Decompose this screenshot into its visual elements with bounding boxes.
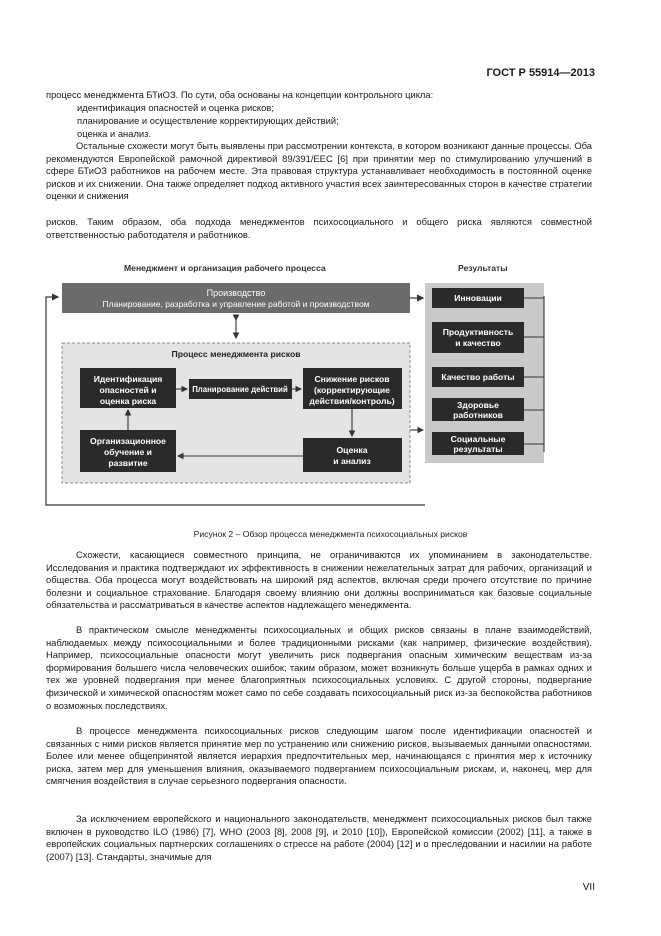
reduce-line-2: (корректирующие — [314, 385, 390, 395]
diagram-title-right: Результаты — [458, 263, 508, 273]
production-subtitle: Планирование, разработка и управление работой и производством — [102, 299, 370, 309]
production-title: Производство — [206, 288, 266, 298]
body-paragraph: В процессе менеджмента психосоциальных рисков следующим шагом после идентификации опасностей и связанных с ними рисков является принятие мер по устранению или снижению рисков, вызываемых данными опасностями. Более или менее общепринятой является иерархия предпочтительных мер, начинающаяся с принятия мер к источнику риска, затем мер для уменьшения влияния, оказываемого подверганием психосоциальным рискам, и, наконец, мер для смягчения воздействия в случае серьезного подвергания опасности. — [46, 725, 592, 787]
figure-caption: Рисунок 2 – Обзор процесса менеджмента психосоциальных рисков — [193, 529, 468, 539]
result-social-line-1: Социальные — [450, 434, 506, 444]
result-work-quality-label: Качество работы — [441, 372, 515, 382]
body-paragraph: Схожести, касающиеся совместного принципа, не ограничиваются их упоминанием в законодательстве. Исследования и практика подтверждают их эффективность в снижении нежелательных затрат для рабочих, организаций и общества. Оба процесса могут воздействовать на широкий ряд аспектов, включая среди прочего отсутствие по причине болезни и социальное страхование. Благодаря своему влиянию они должны восприниматься как базовые социальные обязательства и рассматриваться в качестве аспектов надлежащего менеджмента. — [46, 549, 592, 611]
diagram-title-left: Менеджмент и организация рабочего процесса — [124, 263, 326, 273]
reduce-box — [303, 368, 402, 409]
list-item: оценка и анализ. — [77, 128, 152, 139]
process-title: Процесс менеджмента рисков — [171, 349, 301, 359]
intro-paragraph: Остальные схожести могут быть выявлены при рассмотрении контекста, в котором возникают данные процессы. Оба рекомендуются Европейской рамочной директивой 89/391/ЕЕС [6] при принятии мер по стимулированию улучшений в сфере БТиОЗ работников на рабочем месте. Эта правовая структура устанавливает необходимость в постоянной оценке рисков и их снижении. Она также определяет подход активного участия всех заинтересованных сторон в качестве стратегии оценки и снижения — [46, 140, 592, 202]
reduce-line-1: Снижение рисков — [314, 374, 390, 384]
list-item: идентификация опасностей и оценка рисков; — [77, 102, 274, 113]
reduce-line-3: действия/контроль) — [309, 396, 395, 406]
result-health-line-1: Здоровье — [457, 400, 499, 410]
result-health-line-2: работников — [453, 410, 503, 420]
result-productivity-line-2: и качество — [455, 338, 501, 348]
identify-line-3: оценка риска — [99, 396, 157, 406]
learn-line-2: обучение и — [104, 447, 152, 457]
eval-box — [303, 438, 402, 472]
page-number: VII — [582, 882, 595, 893]
result-innovations-label: Инновации — [454, 293, 502, 303]
identify-line-2: опасностей и — [99, 385, 157, 395]
learn-box — [80, 430, 176, 472]
body-paragraph: В практическом смысле менеджменты психосоциальных и общих рисков связаны в плане взаимодействий, наблюдаемых между психосоциальными и более традиционными рисками (как например, физические воздействия). Например, психосоциальные опасности могут увеличить риск подвергания опасным химическим веществам из-за формирования большего числа человеческих ошибок; таким образом, может возникнуть больше ущерба в рамках одних и тех же уровней подвергания при менее благоприятных психосоциальных условиях. С другой стороны, подвергание физической и химической опасностям может само по себе создавать психосоциальный риск из-за беспокойства работников о возможных последствиях. — [46, 624, 592, 711]
plan-box — [189, 379, 292, 399]
plan-label: Планирование действий — [192, 385, 288, 394]
result-productivity-line-1: Продуктивность — [442, 327, 514, 337]
production-box — [62, 283, 410, 313]
learn-line-3: развитие — [108, 458, 148, 468]
body-paragraph: За исключением европейского и национального законодательств, менеджмент психосоциальных рисков был также включен в руководство ILO (1986) [7], WHO (2003 [8], 2008 [9], и 2010 [10]), Европейской комиссии (2002) [11], а также в европейских социальных партнерских соглашениях о стрессе на работе (2004) [12] и о преследовании и насилии на работе (2007) [13]. Стандарты, значимые для — [46, 813, 592, 862]
intro-first-line: процесс менеджмента БТиОЗ. По сути, оба основаны на концепции контрольного цикла: — [46, 89, 434, 100]
intro-paragraph-continued: рисков. Таким образом, оба подхода менеджментов психосоциального и общего риска являются совместной ответственностью работодателя и работников. — [46, 216, 592, 240]
learn-line-1: Организационное — [90, 436, 166, 446]
result-social-line-2: результаты — [453, 444, 503, 454]
identify-line-1: Идентификация — [93, 374, 163, 384]
eval-line-2: и анализ — [333, 456, 371, 466]
list-item: планирование и осуществление корректирующих действий; — [77, 115, 339, 126]
identify-box — [80, 368, 176, 408]
document-header: ГОСТ Р 55914—2013 — [486, 67, 595, 79]
eval-line-1: Оценка — [336, 445, 368, 455]
